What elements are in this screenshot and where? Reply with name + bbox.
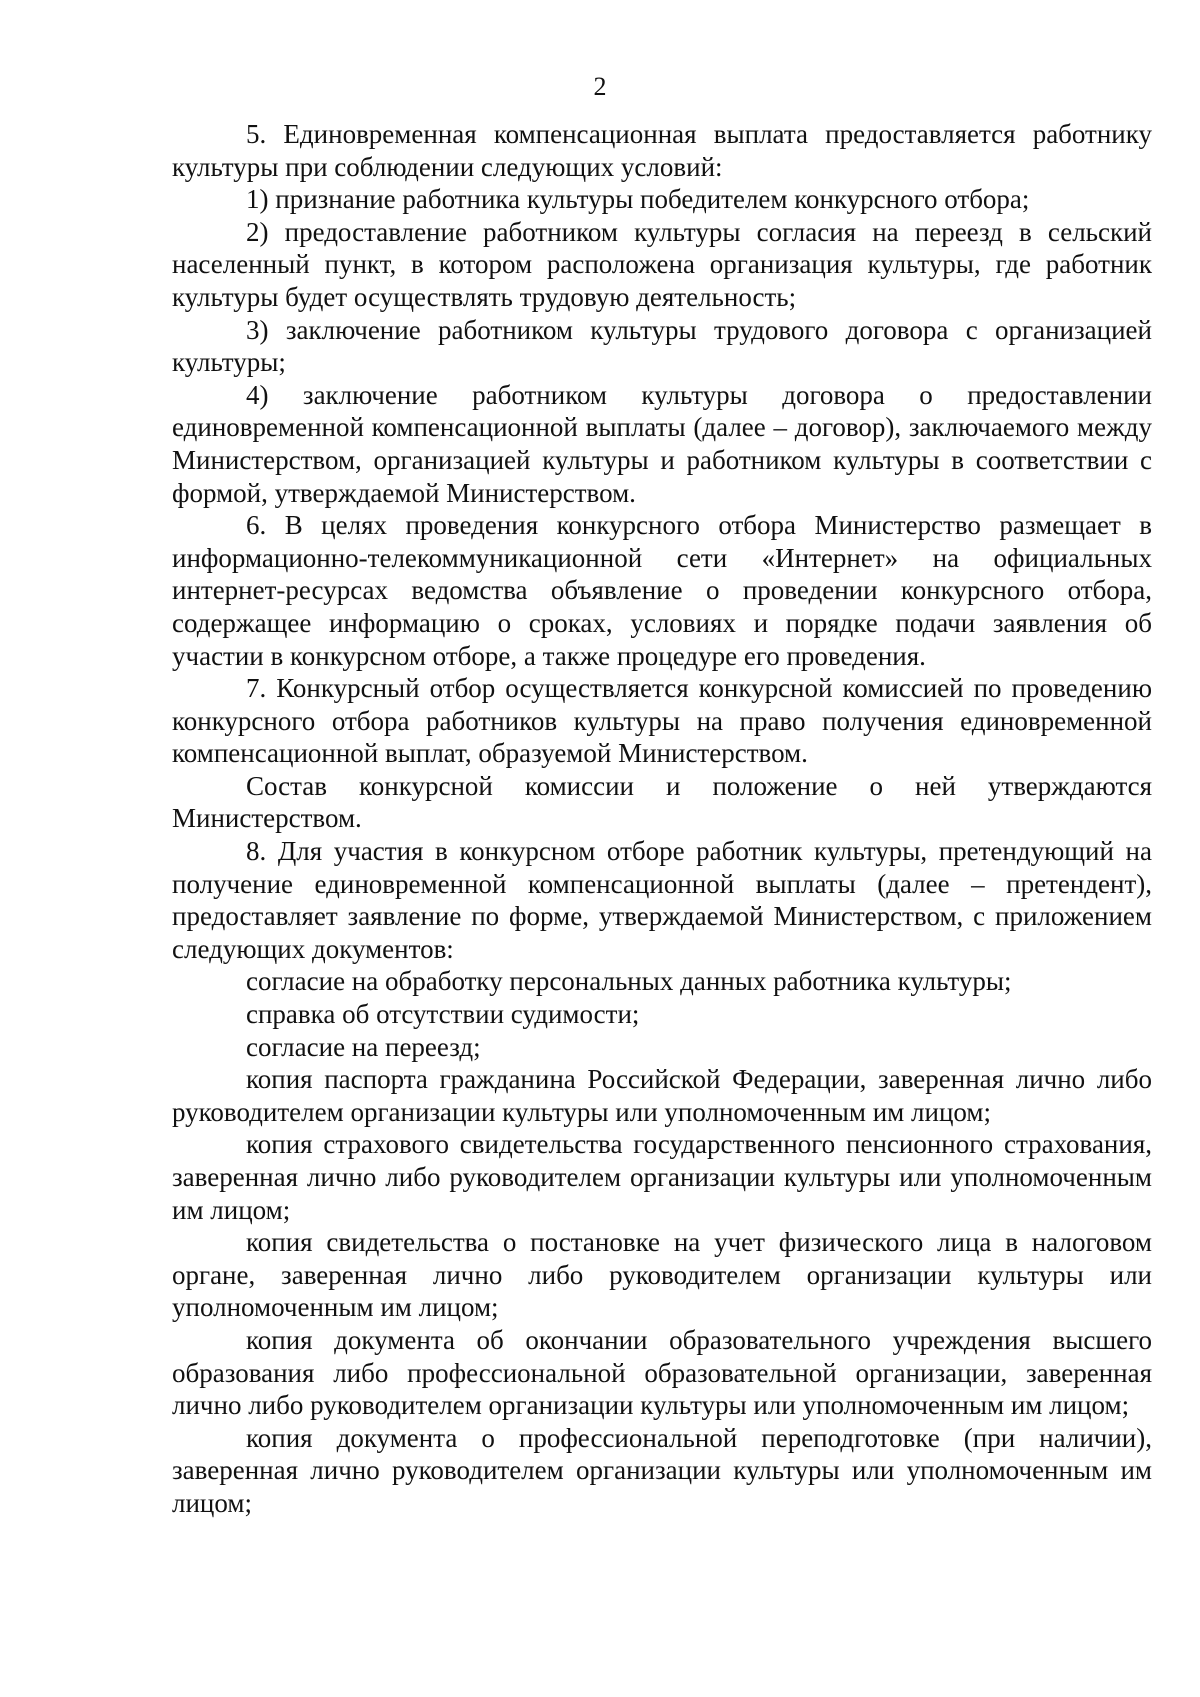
condition-3: 3) заключение работником культуры трудового договора с организацией культуры; xyxy=(172,314,1152,378)
document-item-pension-insurance-copy: копия страхового свидетельства государственного пенсионного страхования, заверенная лично либо руководителем организации культуры или уполномоченным им лицом; xyxy=(172,1129,1152,1225)
paragraph-6: 6. В целях проведения конкурсного отбора Министерство размещает в информационно-телекоммуникационной сети «Интернет» на официальных интернет-ресурсах ведомства объявление о проведении конкурсного отбора, содержащее информацию о сроках, условиях и порядке подачи заявления об участии в конкурсном отборе, а также процедуре его проведения. xyxy=(172,510,1152,671)
page-number: 2 xyxy=(593,72,607,101)
document-item-tax-registration-copy: копия свидетельства о постановке на учет физического лица в налоговом органе, заверенная лично либо руководителем организации культуры или уполномоченным им лицом; xyxy=(172,1227,1152,1323)
paragraph-7-commission: Состав конкурсной комиссии и положение о ней утверждаются Министерством. xyxy=(172,770,1152,834)
document-item-no-criminal-record: справка об отсутствии судимости; xyxy=(246,999,640,1030)
document-body xyxy=(172,118,1152,1520)
document-item-education-copy: копия документа об окончании образовательного учреждения высшего образования либо профессиональной образовательной организации, заверенная лично либо руководителем организации культуры или уполномоченным им лицом; xyxy=(172,1324,1152,1421)
condition-4: 4) заключение работником культуры договора о предоставлении единовременной компенсационной выплаты (далее – договор), заключаемого между Министерством, организацией культуры и работником культуры в соответствии с формой, утверждаемой Министерством. xyxy=(172,379,1152,508)
paragraph-5-intro: 5. Единовременная компенсационная выплата предоставляется работнику культуры при соблюдении следующих условий: xyxy=(172,119,1152,182)
condition-2: 2) предоставление работником культуры согласия на переезд в сельский населенный пункт, в котором расположена организация культуры, где работник культуры будет осуществлять трудовую деятельность; xyxy=(172,216,1152,312)
condition-1: 1) признание работника культуры победителем конкурсного отбора; xyxy=(246,184,1030,215)
document-item-consent-personal-data: согласие на обработку персональных данных работника культуры; xyxy=(246,966,1012,997)
paragraph-8: 8. Для участия в конкурсном отборе работник культуры, претендующий на получение единовременной компенсационной выплаты (далее – претендент), предоставляет заявление по форме, утверждаемой Министерством, с приложением следующих документов: xyxy=(172,836,1152,964)
document-item-retraining-copy: копия документа о профессиональной переподготовке (при наличии), заверенная лично руководителем организации культуры или уполномоченным им лицом; xyxy=(172,1422,1152,1518)
document-item-consent-relocation: согласие на переезд; xyxy=(246,1031,481,1062)
paragraph-7: 7. Конкурсный отбор осуществляется конкурсной комиссией по проведению конкурсного отбора работников культуры на право получения единовременной компенсационной выплат, образуемой Министерством. xyxy=(172,673,1152,769)
document-item-passport-copy: копия паспорта гражданина Российской Федерации, заверенная лично либо руководителем организации культуры или уполномоченным им лицом; xyxy=(172,1064,1152,1127)
